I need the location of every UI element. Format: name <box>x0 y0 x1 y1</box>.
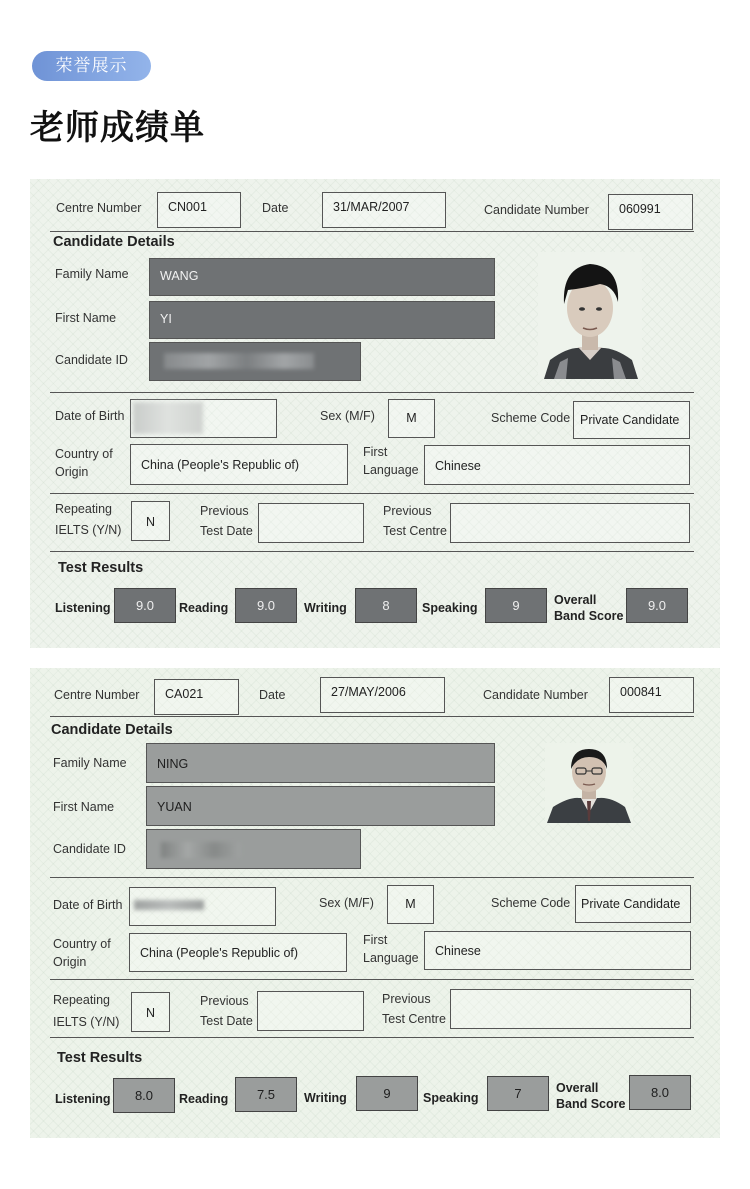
first-language-field: Chinese <box>424 931 691 970</box>
section-badge: 荣誉展示 <box>32 51 151 81</box>
family-name-label: Family Name <box>55 267 129 281</box>
divider <box>50 1037 694 1038</box>
overall-band-score-label: Overall Band Score <box>554 593 624 623</box>
writing-label: Writing <box>304 1091 347 1105</box>
writing-score: 9 <box>356 1076 418 1111</box>
speaking-score: 7 <box>487 1076 549 1111</box>
sex-label: Sex (M/F) <box>320 409 375 423</box>
date-field: 27/MAY/2006 <box>320 677 445 713</box>
previous-test-centre-field <box>450 989 691 1029</box>
first-language-label: First Language <box>363 445 419 477</box>
family-name-field: NING <box>146 743 495 783</box>
repeating-ielts-label: Repeating IELTS (Y/N) <box>53 993 120 1029</box>
reading-score: 7.5 <box>235 1077 297 1112</box>
first-language-field: Chinese <box>424 445 690 485</box>
scheme-code-field: Private Candidate <box>575 885 691 923</box>
first-name-label: First Name <box>55 311 117 325</box>
overall-band-score-label: Overall Band Score <box>556 1081 626 1111</box>
first-language-label: First Language <box>363 933 419 965</box>
date-of-birth-label: Date of Birth <box>53 898 123 912</box>
test-results-heading: Test Results <box>57 1050 143 1066</box>
writing-score: 8 <box>355 588 417 623</box>
candidate-id-field-redacted <box>146 829 361 869</box>
centre-number-field: CA021 <box>154 679 239 715</box>
centre-number-field: CN001 <box>157 192 241 228</box>
listening-score: 9.0 <box>114 588 176 623</box>
country-of-origin-label: Country of Origin <box>53 937 111 969</box>
repeating-ielts-label: Repeating IELTS (Y/N) <box>55 502 122 537</box>
centre-number-label: Centre Number <box>56 201 142 215</box>
country-of-origin-label: Country of Origin <box>55 447 113 479</box>
first-name-label: First Name <box>53 800 115 814</box>
date-label: Date <box>262 201 289 215</box>
divider <box>50 979 694 980</box>
scheme-code-label: Scheme Code <box>491 411 571 425</box>
writing-label: Writing <box>304 601 347 615</box>
speaking-label: Speaking <box>422 601 478 615</box>
previous-test-centre-label: Previous Test Centre <box>383 504 447 538</box>
divider <box>50 231 694 232</box>
overall-band-score: 8.0 <box>629 1075 691 1110</box>
sex-field: M <box>388 399 435 438</box>
candidate-number-label: Candidate Number <box>484 203 589 217</box>
repeating-field: N <box>131 992 170 1032</box>
candidate-number-label: Candidate Number <box>483 688 588 702</box>
divider <box>50 551 694 552</box>
divider <box>50 493 694 494</box>
date-of-birth-field-redacted <box>130 399 277 438</box>
country-of-origin-field: China (People's Republic of) <box>129 933 347 972</box>
reading-score: 9.0 <box>235 588 297 623</box>
sex-field: M <box>387 885 434 924</box>
previous-test-date-label: Previous Test Date <box>200 504 253 538</box>
speaking-score: 9 <box>485 588 547 623</box>
family-name-label: Family Name <box>53 756 127 770</box>
listening-label: Listening <box>55 1092 111 1106</box>
candidate-photo <box>538 252 642 379</box>
family-name-field: WANG <box>149 258 495 296</box>
candidate-id-label: Candidate ID <box>55 353 128 367</box>
date-field: 31/MAR/2007 <box>322 192 446 228</box>
overall-band-score: 9.0 <box>626 588 688 623</box>
previous-test-centre-label: Previous Test Centre <box>382 992 446 1026</box>
previous-test-date-label: Previous Test Date <box>200 994 253 1028</box>
test-report-form-1 <box>30 179 720 648</box>
page-title: 老师成绩单 <box>30 108 205 148</box>
candidate-number-field: 060991 <box>608 194 693 230</box>
date-of-birth-field-redacted <box>129 887 276 926</box>
listening-label: Listening <box>55 601 111 615</box>
previous-test-date-field <box>257 991 364 1031</box>
listening-score: 8.0 <box>113 1078 175 1113</box>
scheme-code-label: Scheme Code <box>491 896 571 910</box>
country-of-origin-field: China (People's Republic of) <box>130 444 348 485</box>
test-report-form-2 <box>30 668 720 1138</box>
previous-test-date-field <box>258 503 364 543</box>
divider <box>50 716 694 717</box>
sex-label: Sex (M/F) <box>319 896 374 910</box>
reading-label: Reading <box>179 1092 229 1106</box>
candidate-photo <box>545 743 633 823</box>
candidate-id-label: Candidate ID <box>53 842 126 856</box>
scheme-code-field: Private Candidate <box>573 401 690 439</box>
first-name-field: YUAN <box>146 786 495 826</box>
candidate-details-heading: Candidate Details <box>53 234 175 250</box>
reading-label: Reading <box>179 601 229 615</box>
date-label: Date <box>259 688 286 702</box>
divider <box>50 392 694 393</box>
candidate-details-heading: Candidate Details <box>51 722 173 738</box>
previous-test-centre-field <box>450 503 690 543</box>
test-results-heading: Test Results <box>58 560 144 576</box>
centre-number-label: Centre Number <box>54 688 140 702</box>
first-name-field: YI <box>149 301 495 339</box>
divider <box>50 877 694 878</box>
repeating-field: N <box>131 501 170 541</box>
candidate-id-field-redacted <box>149 342 361 381</box>
date-of-birth-label: Date of Birth <box>55 409 125 423</box>
candidate-number-field: 000841 <box>609 677 694 713</box>
speaking-label: Speaking <box>423 1091 479 1105</box>
